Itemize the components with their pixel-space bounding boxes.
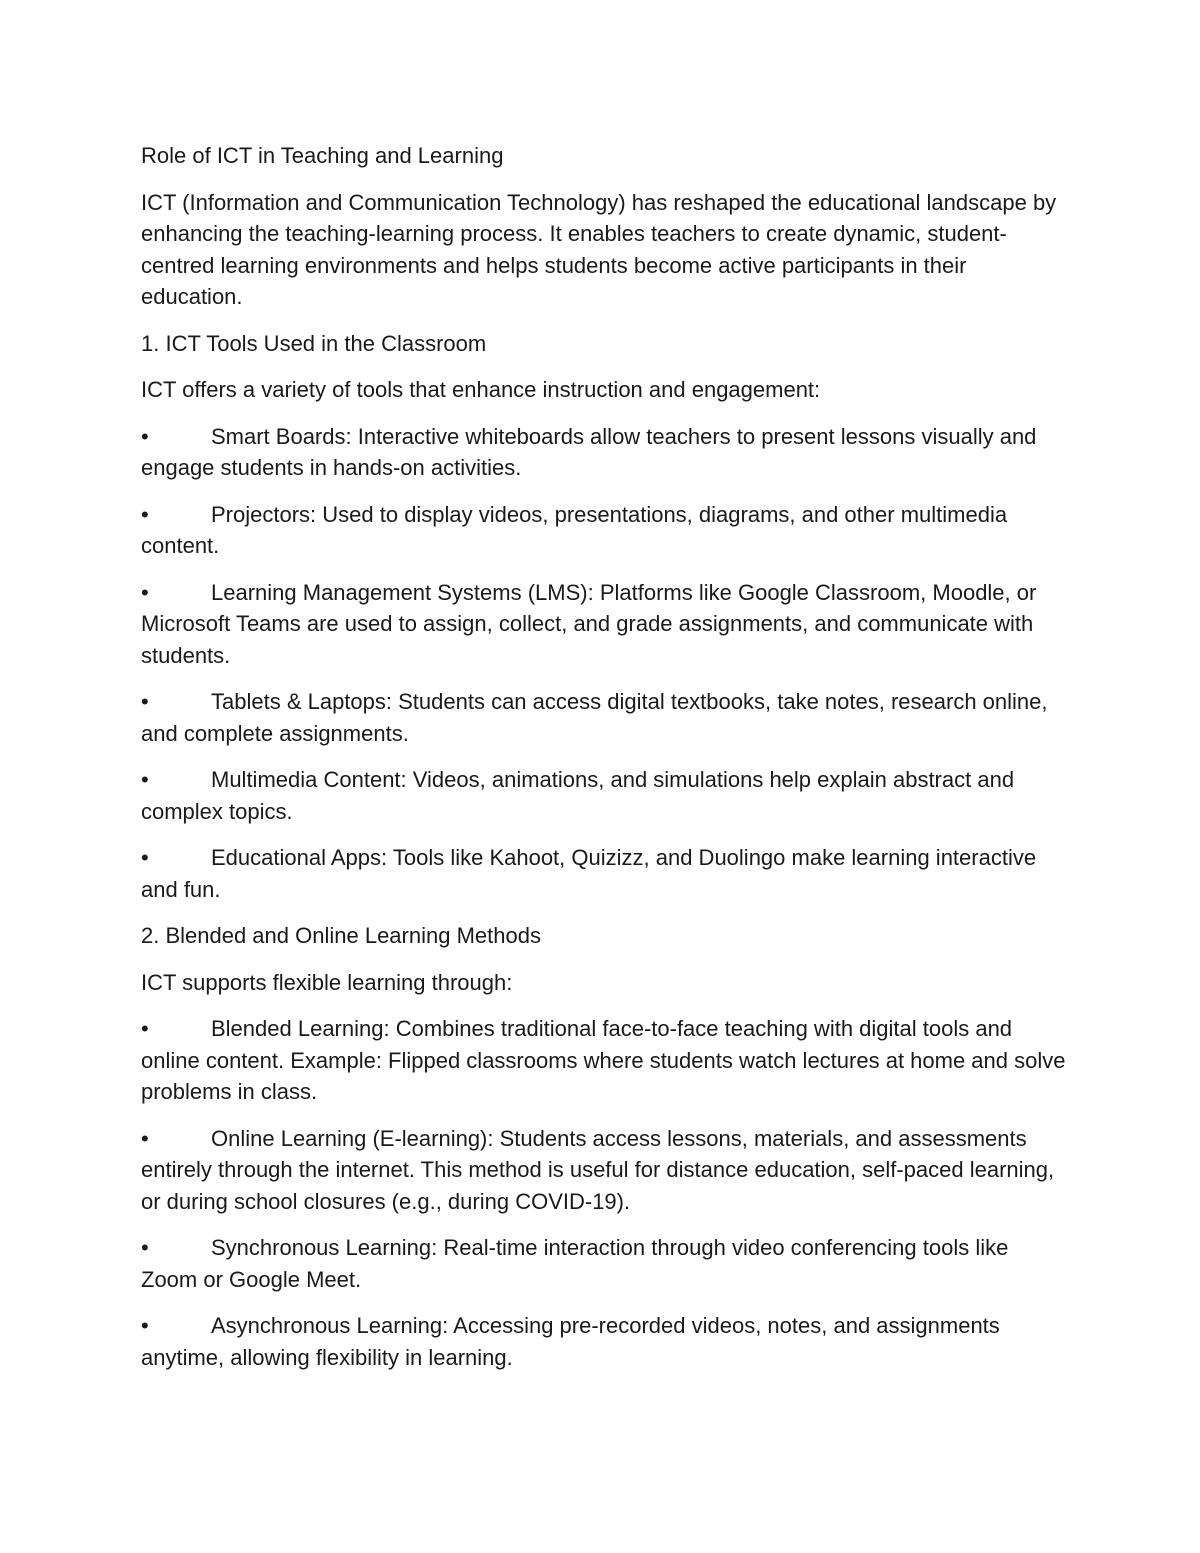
list-item [141,686,1066,749]
list-item [141,764,1066,827]
list-item [141,499,1066,562]
bullet-icon: • [141,1016,149,1041]
bullet-icon: • [141,423,149,449]
list-item [141,842,1066,905]
list-item-text: Learning Management Systems (LMS): Platforms like Google Classroom, Moodle, or Microsoft Teams are used to assign, collect, and grade assignments, and communicate with students. [141,579,1037,668]
bullet-icon: • [141,1313,149,1338]
list-item [141,577,1066,672]
bullet-icon: • [141,1125,149,1151]
section-lead: ICT supports flexible learning through: [141,969,513,995]
list-item-text: Online Learning (E-learning): Students access lessons, materials, and assessments entirely through the internet. This method is useful for distance education, self-paced learning, or during school closures (e.g., during COVID-19). [141,1125,1055,1214]
list-item-text: Asynchronous Learning: Accessing pre-recorded videos, notes, and assignments anytime, allowing flexibility in learning. [141,1313,1000,1370]
list-item-text: Blended Learning: Combines traditional face-to-face teaching with digital tools and online content. Example: Flipped classrooms where students watch lectures at home and solve problems in class. [141,1016,1066,1104]
document-page [141,140,1066,1388]
bullet-icon: • [141,1235,149,1260]
list-item-text: Multimedia Content: Videos, animations, and simulations help explain abstract and complex topics. [141,767,1015,824]
list-item-text: Projectors: Used to display videos, presentations, diagrams, and other multimedia content. [141,501,1008,558]
list-item [141,1123,1066,1218]
bullet-icon: • [141,501,149,527]
list-item [141,1013,1066,1108]
intro-paragraph: ICT (Information and Communication Technology) has reshaped the educational landscape by enhancing the teaching-learning process. It enables teachers to create dynamic, student-centred learning environments and helps students become active participants in their education. [141,189,1057,309]
list-item-text: Tablets & Laptops: Students can access digital textbooks, take notes, research online, and complete assignments. [141,689,1048,746]
bullet-icon: • [141,845,149,870]
list-item [141,1310,1066,1373]
section-heading: 1. ICT Tools Used in the Classroom [141,330,487,356]
bullet-icon: • [141,579,149,605]
section-heading: 2. Blended and Online Learning Methods [141,923,541,948]
section-lead: ICT offers a variety of tools that enhance instruction and engagement: [141,377,821,402]
bullet-icon: • [141,689,149,714]
document-title: Role of ICT in Teaching and Learning [141,143,504,168]
list-item [141,421,1066,484]
list-item-text: Smart Boards: Interactive whiteboards allow teachers to present lessons visually and engage students in hands-on activities. [141,423,1037,480]
list-item-text: Educational Apps: Tools like Kahoot, Quizizz, and Duolingo make learning interactive and fun. [141,845,1037,902]
bullet-icon: • [141,767,149,792]
list-item-text: Synchronous Learning: Real-time interaction through video conferencing tools like Zoom or Google Meet. [141,1235,1009,1292]
list-item [141,1232,1066,1295]
